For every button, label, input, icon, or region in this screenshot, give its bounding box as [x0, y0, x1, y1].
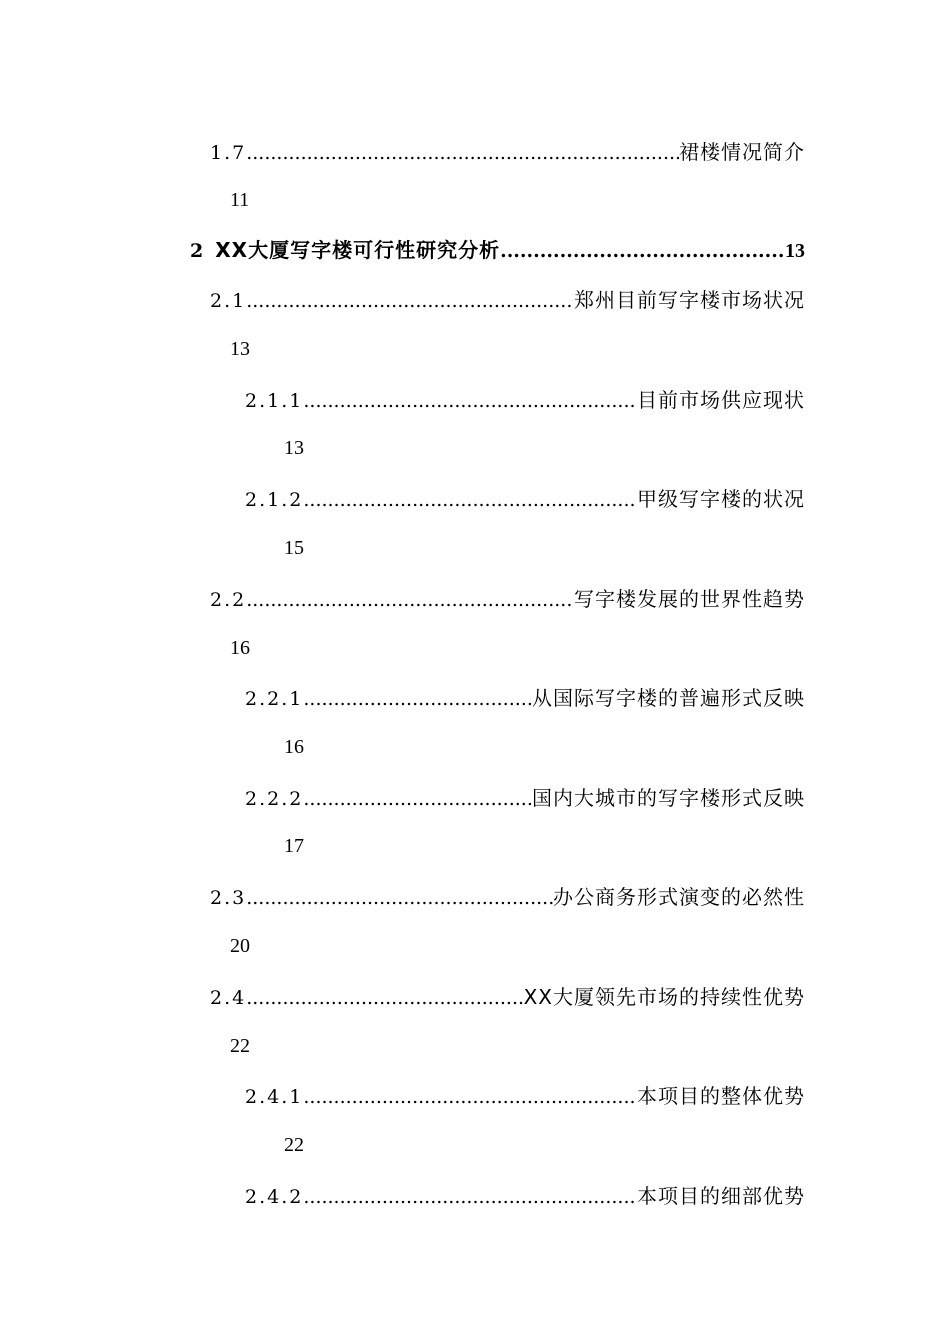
toc-dot-leader	[303, 1182, 637, 1212]
toc-entry-page-number: 15	[284, 537, 304, 559]
toc-entry-page-number: 22	[230, 1035, 250, 1057]
toc-entry-page-number: 13	[230, 338, 250, 360]
toc-dot-leader	[246, 138, 679, 168]
toc-entry-page-number: 13	[284, 437, 304, 459]
toc-dot-leader	[246, 883, 553, 913]
toc-dot-leader	[303, 784, 532, 814]
toc-entry-title: 国内大城市的写字楼形式反映	[532, 786, 805, 810]
toc-entry-2-1[interactable]	[210, 285, 805, 315]
toc-dot-leader	[246, 585, 574, 615]
toc-entry-title: XX大厦领先市场的持续性优势	[523, 985, 805, 1009]
toc-entry-title: 目前市场供应现状	[637, 388, 805, 412]
toc-entry-1-7[interactable]	[210, 137, 805, 167]
toc-entry-2-1-2[interactable]	[245, 484, 805, 514]
toc-entry-page-number: 22	[284, 1134, 304, 1156]
toc-entry-2-3[interactable]	[210, 882, 805, 912]
toc-entry-number: 2.4	[210, 987, 247, 1009]
toc-entry-page-number: 20	[230, 935, 250, 957]
toc-entry-page-number: 13	[785, 240, 805, 262]
toc-entry-number: 2.4.2	[245, 1186, 304, 1208]
toc-entry-number: 2.1.1	[245, 390, 304, 412]
toc-entry-page-number: 17	[284, 835, 304, 857]
toc-entry-title: 甲级写字楼的状况	[637, 487, 805, 511]
toc-dot-leader	[303, 684, 532, 714]
toc-dot-leader	[246, 286, 574, 316]
toc-entry-2-1-1[interactable]	[245, 385, 805, 415]
toc-entry-number: 2.1.2	[245, 489, 304, 511]
toc-entry-title: XX大厦写字楼可行性研究分析	[215, 238, 501, 262]
toc-entry-number: 2.4.1	[245, 1086, 304, 1108]
toc-entry-page-number: 16	[284, 736, 304, 758]
toc-entry-title: 从国际写字楼的普遍形式反映	[532, 686, 805, 710]
toc-entry-number: 2.2	[210, 589, 247, 611]
toc-dot-leader	[246, 983, 523, 1013]
toc-entry-2-2[interactable]	[210, 584, 805, 614]
toc-entry-number: 2.2.1	[245, 688, 304, 710]
toc-entry-2-4-1[interactable]	[245, 1081, 805, 1111]
toc-dot-leader	[303, 386, 637, 416]
toc-entry-title: 本项目的细部优势	[637, 1184, 805, 1208]
toc-entry-2[interactable]	[190, 235, 805, 265]
toc-entry-number: 2	[190, 240, 206, 262]
toc-entry-number: 2.3	[210, 887, 247, 909]
toc-entry-page-number: 16	[230, 637, 250, 659]
toc-entry-number: 1.7	[210, 142, 247, 164]
toc-entry-page-number: 11	[230, 189, 250, 211]
toc-entry-title: 本项目的整体优势	[637, 1084, 805, 1108]
toc-dot-leader	[303, 485, 637, 515]
toc-entry-2-4-2[interactable]	[245, 1181, 805, 1211]
toc-entry-2-2-1[interactable]	[245, 683, 805, 713]
toc-entry-title: 写字楼发展的世界性趋势	[574, 587, 805, 611]
toc-entry-2-4[interactable]	[210, 982, 805, 1012]
toc-entry-title: 办公商务形式演变的必然性	[553, 885, 805, 909]
toc-dot-leader	[303, 1082, 637, 1112]
toc-entry-title: 郑州目前写字楼市场状况	[574, 288, 805, 312]
toc-entry-2-2-2[interactable]	[245, 783, 805, 813]
toc-entry-title: 裙楼情况简介	[679, 140, 805, 164]
toc-dot-leader	[500, 236, 785, 266]
toc-entry-number: 2.2.2	[245, 788, 304, 810]
toc-entry-number: 2.1	[210, 290, 247, 312]
